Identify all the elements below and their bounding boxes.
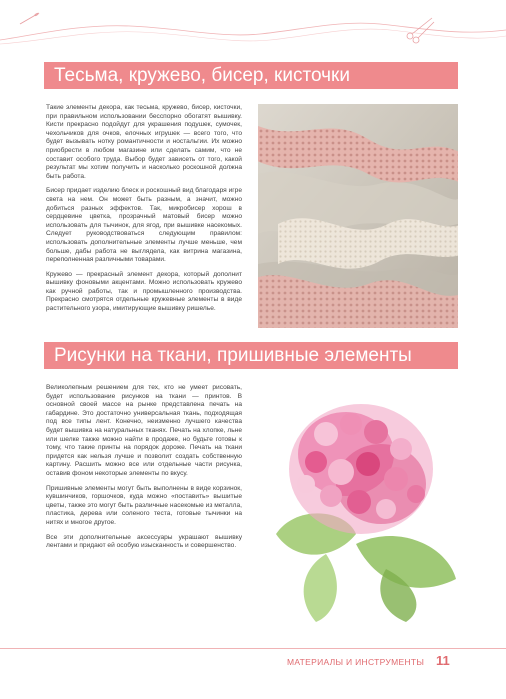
paragraph: Такие элементы декора, как тесьма, кружево, бисер, кисточки, при правильном использовании бесспорно обогатят вышивку. Кисти прекрасно подойдут для украшения подушек, сумочек, чехольчиков для очков, елочных игрушек — всего того, что будет вызывать нотку романтичности и ностальгии. Их можно приобрести в любом магазине или сделать самим, что не составит особого труда. Выбор будет зависеть от того, какой результат мы хотим получить и насколько роскошной должна быть работа. (46, 104, 242, 180)
top-decoration (0, 0, 506, 50)
section-title: Рисунки на ткани, пришивные элементы (54, 345, 412, 366)
wavy-thread-line-2 (0, 29, 506, 44)
lace-fabric-photo (258, 104, 458, 328)
running-footer-title: МАТЕРИАЛЫ И ИНСТРУМЕНТЫ (287, 657, 425, 667)
body-text-column (46, 104, 242, 320)
needle-icon (20, 12, 40, 24)
paragraph: Пришивные элементы могут быть выполнены в виде корзинок, кувшинчиков, горшочков, куда можно «поставить» вышитые цветы, также это могут быть различные насекомые из металла, пластика, дерева или соленого теста, готовые тычинки на нитях и многое другое. (46, 484, 242, 526)
paragraph: Все эти дополнительные аксессуары украшают вышивку лентами и придают ей особую изысканность и совершенство. (46, 533, 242, 550)
section-title: Тесьма, кружево, бисер, кисточки (54, 65, 350, 86)
body-text-column (46, 384, 242, 557)
paragraph: Бисер придает изделию блеск и роскошный вид благодаря игре света на нем. Он может быть разным, а значит, можно добиться разных эффектов. Так, микробисер хорош в сердцевине цветка, прозрачный матовый бисер можно использовать для тычинок, для ягод, при вышивке насекомых. Следует руководствоваться следующим правилом: использовать дополнительные элементы лучше меньше, чем больше, дабы работа не выглядела, как витрина магазина, переполненная различными товарами. (46, 187, 242, 264)
paragraph: Великолепным решением для тех, кто не умеет рисовать, будет использование рисунков на ткани — принтов. В основной своей массе на рынке представлена печать на габардине. Это достаточно универсальная ткань, подходящая под все типы лент. Конечно, неизменно лучшего качества будет вышивка на натуральных тканях. Печать на хлопке, льне или шелке также можно найти в продаже, но будьте готовы к тому, что такие принты на порядок дороже. Печать на ткани придется как нельзя лучше и позволит создать собственную картину. Расшить можно все или отдельные части рисунка, оставив фоном некоторые элементы по вкусу. (46, 384, 242, 477)
footer-divider (0, 648, 506, 649)
page-number: 11 (436, 653, 450, 668)
scissors-icon (407, 18, 434, 43)
leaf (304, 554, 337, 622)
leaf (356, 536, 456, 588)
paragraph: Кружево — прекрасный элемент декора, который дополнит вышивку фоновыми акцентами. Можно использовать кружево как ручной работы, так и промышленного производства. Прекрасно смотрятся отдельные кружевные элементы в виде растительного узора, имитирующие вышивку ришелье. (46, 270, 242, 313)
section-title-banner (44, 62, 458, 89)
flower-cluster (289, 404, 433, 534)
hydrangea-illustration (256, 384, 462, 624)
section-title-banner (44, 342, 458, 369)
